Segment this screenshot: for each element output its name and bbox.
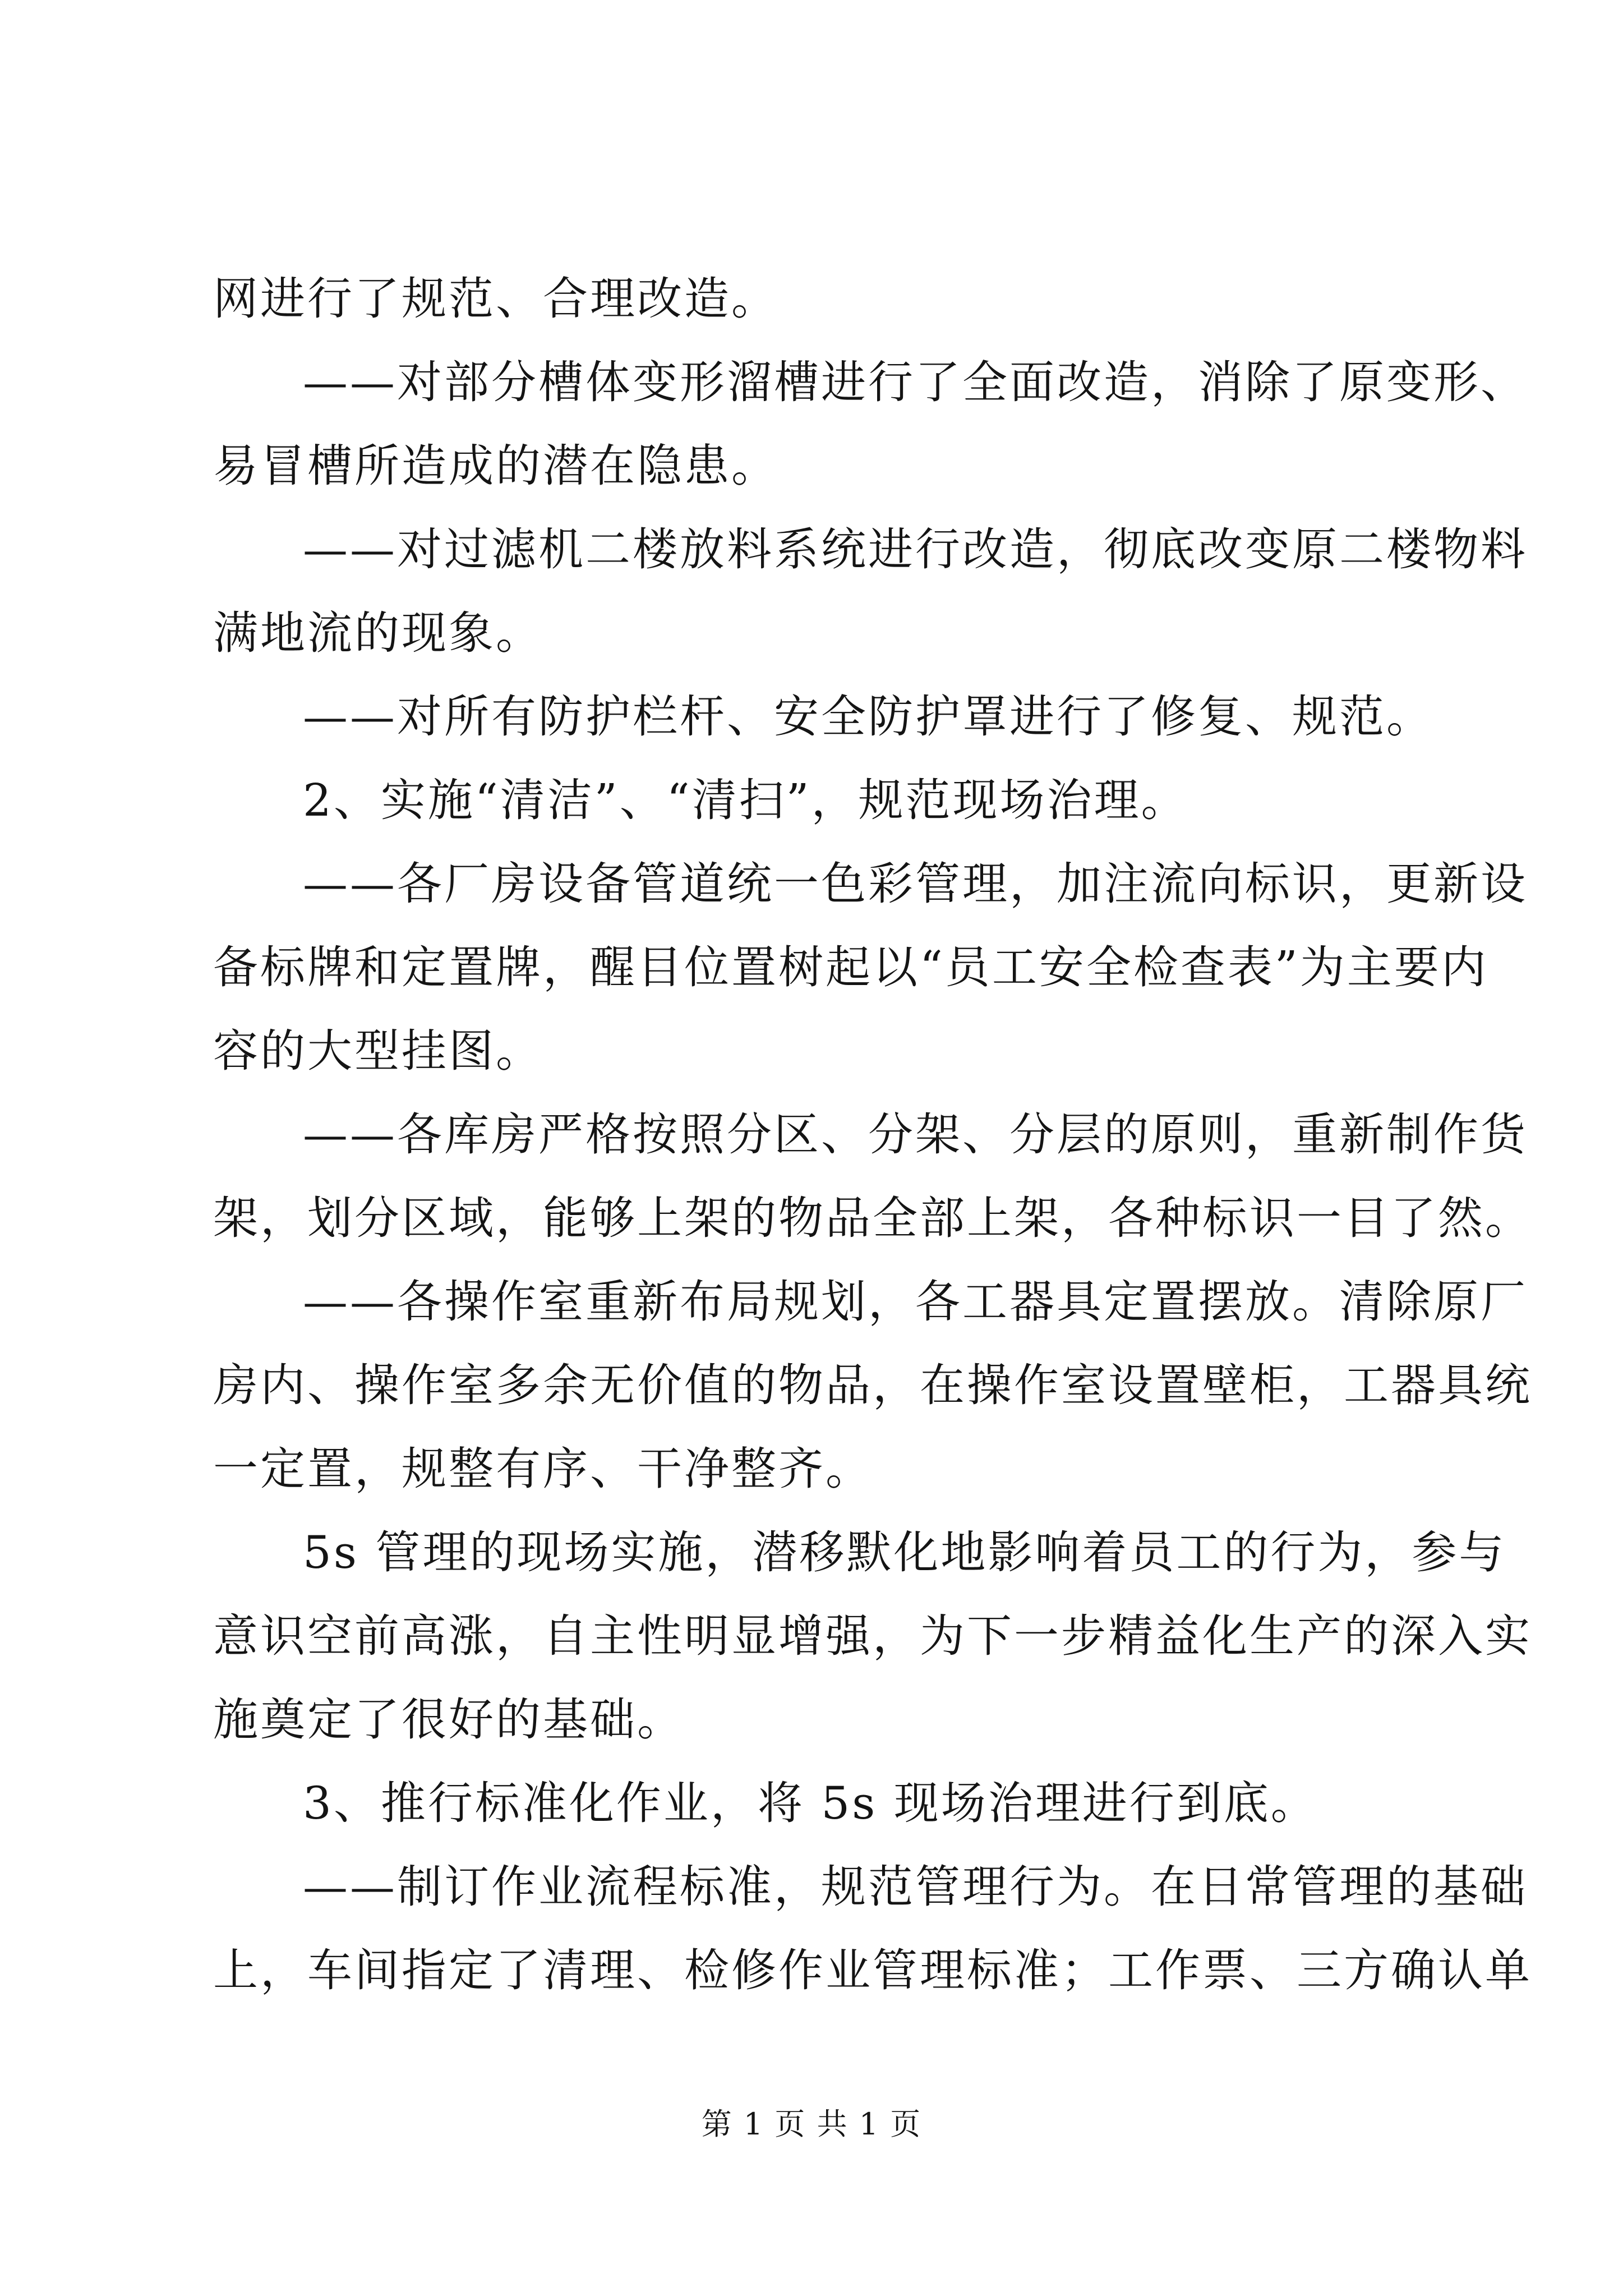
text-line: 网进行了规范、合理改造。 [213, 273, 778, 325]
text-line: 3、推行标准化作业，将 5s 现场治理进行到底。 [303, 1777, 1318, 1829]
text-line: 易冒槽所造成的潜在隐患。 [213, 440, 778, 492]
text-line: 架，划分区域，能够上架的物品全部上架，各种标识一目了然。 [213, 1192, 1532, 1244]
text-line: ——各厂房设备管道统一色彩管理，加注流向标识，更新设 [303, 858, 1528, 910]
text-line: 容的大型挂图。 [213, 1025, 543, 1077]
text-line: 上，车间指定了清理、检修作业管理标准；工作票、三方确认单 [213, 1944, 1532, 1996]
text-line: 意识空前高涨，自主性明显增强，为下一步精益化生产的深入实 [213, 1610, 1532, 1662]
text-line: ——对过滤机二楼放料系统进行改造，彻底改变原二楼物料 [303, 523, 1528, 576]
text-line: ——制订作业流程标准，规范管理行为。在日常管理的基础 [303, 1861, 1528, 1913]
text-line: ——各库房严格按照分区、分架、分层的原则，重新制作货 [303, 1108, 1528, 1161]
text-line: ——对所有防护栏杆、安全防护罩进行了修复、规范。 [303, 691, 1433, 743]
text-line: 一定置，规整有序、干净整齐。 [213, 1443, 873, 1495]
text-line: ——对部分槽体变形溜槽进行了全面改造，消除了原变形、 [303, 356, 1528, 408]
text-line: 备标牌和定置牌，醒目位置树起以“员工安全检查表”为主要内 [213, 941, 1488, 993]
page-footer: 第 1 页 共 1 页 [701, 2106, 922, 2142]
text-line: 房内、操作室多余无价值的物品，在操作室设置壁柜，工器具统 [213, 1359, 1532, 1411]
text-line: 5s 管理的现场实施，潜移默化地影响着员工的行为，参与 [303, 1526, 1506, 1579]
text-line: 2、实施“清洁”、“清扫”，规范现场治理。 [303, 774, 1188, 826]
text-line: 满地流的现象。 [213, 607, 543, 659]
text-line: 施奠定了很好的基础。 [213, 1694, 684, 1746]
text-line: ——各操作室重新布局规划，各工器具定置摆放。清除原厂 [303, 1276, 1528, 1328]
